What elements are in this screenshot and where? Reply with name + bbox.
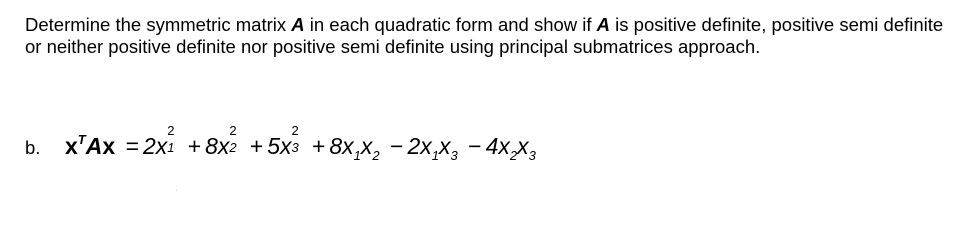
instruction-part-2: in each quadratic form and show if [304, 14, 597, 35]
term-6-coefficient: 4x [485, 133, 510, 159]
vector-x: x [102, 133, 116, 159]
term-2-exponent: 2 [229, 123, 237, 138]
quadratic-form-equation [65, 123, 536, 163]
term-3-exponent: 2 [291, 123, 299, 138]
term-3-indices [291, 123, 302, 155]
matrix-symbol: A [291, 14, 305, 35]
plus-sign: + [311, 133, 326, 159]
plus-sign: + [249, 133, 264, 159]
term-5-subscript-a: 1 [431, 147, 439, 163]
term-3-subscript: 3 [291, 140, 299, 155]
problem-b [25, 123, 536, 173]
matrix-symbol: A [596, 14, 611, 35]
term-5-x: x [439, 133, 451, 159]
minus-sign: − [390, 133, 404, 159]
term-3-coefficient: 5x [267, 133, 292, 159]
term-1-coefficient: 2x [143, 133, 168, 159]
term-5-coefficient: 2x [407, 133, 432, 159]
instruction-part-3: is positive definite, positive semi definite or neither positive definite nor positive semi definite using principal submatrices approach. [25, 14, 944, 57]
problem-label: b. [25, 137, 41, 158]
term-4-x: x [360, 133, 373, 159]
term-1-subscript: 1 [167, 140, 175, 155]
vector-x: x [65, 133, 78, 159]
term-1-indices [167, 123, 177, 155]
term-6-x: x [517, 133, 529, 159]
scan-artifact [176, 190, 177, 191]
equals-sign: = [125, 133, 139, 159]
term-5-subscript-b: 3 [450, 147, 458, 163]
term-2-subscript: 2 [229, 140, 237, 155]
term-4-coefficient: 8x [329, 133, 354, 159]
term-1-exponent: 2 [167, 123, 175, 138]
matrix-A: A [85, 133, 103, 159]
term-2-indices [229, 123, 239, 155]
transpose-superscript: T [77, 132, 86, 148]
instruction-text [25, 14, 945, 58]
term-4-subscript-b: 2 [372, 147, 380, 163]
plus-sign: + [187, 133, 202, 159]
term-6-subscript-a: 2 [509, 147, 518, 163]
instruction-part-1: Determine the symmetric matrix [25, 14, 292, 35]
term-4-subscript-a: 1 [353, 147, 361, 163]
term-2-coefficient: 8x [205, 133, 230, 159]
minus-sign: − [468, 133, 482, 159]
term-6-subscript-b: 3 [528, 147, 536, 163]
